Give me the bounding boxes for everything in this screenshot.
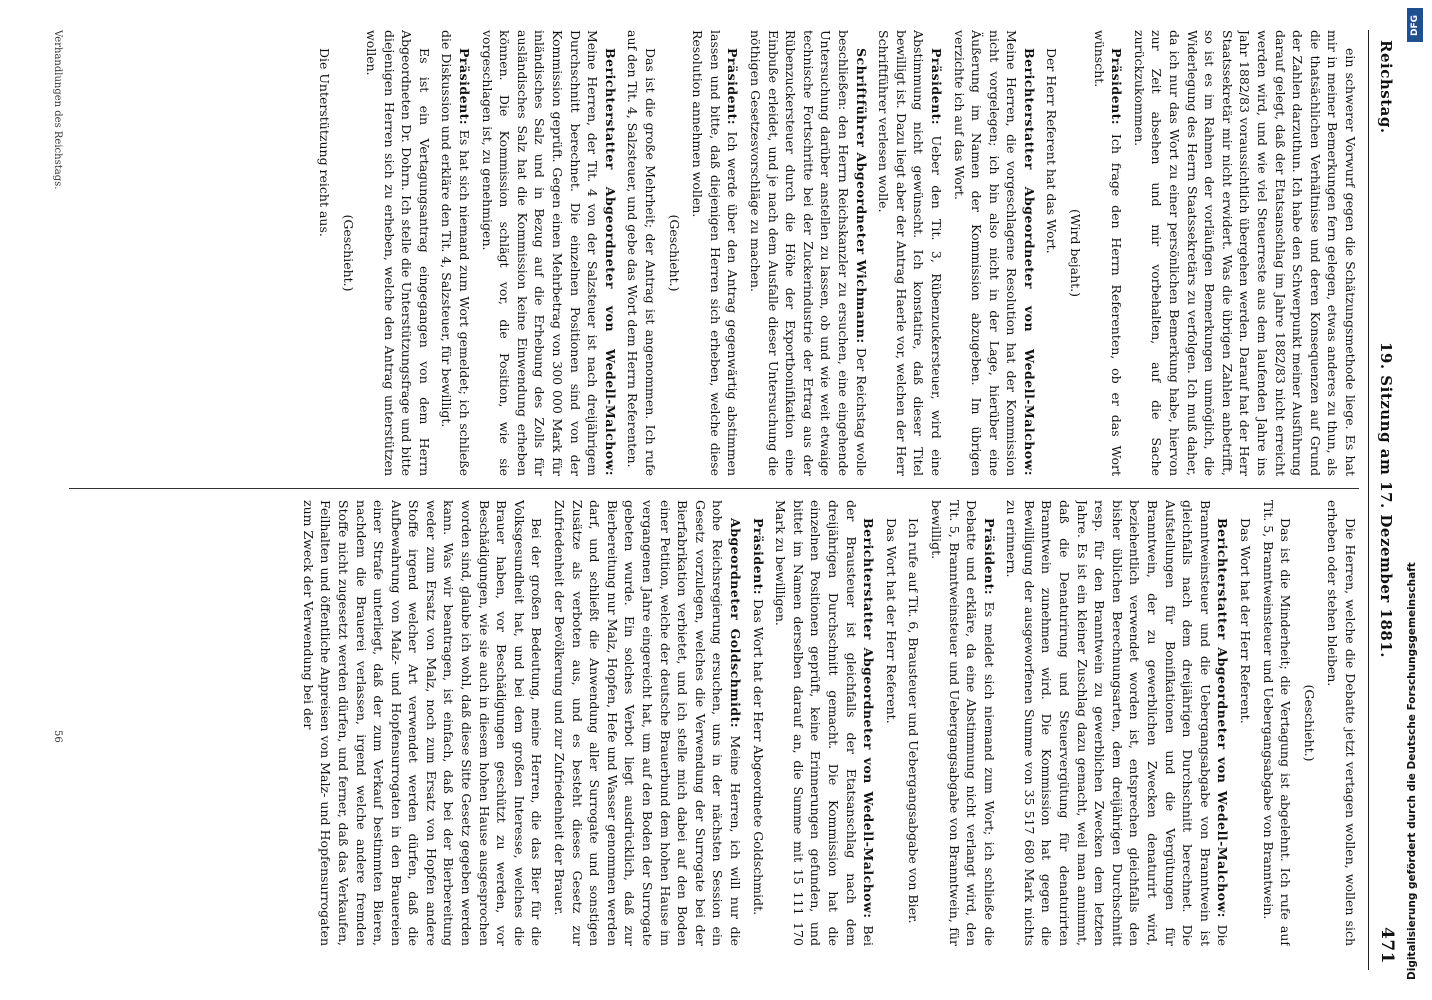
speech-paragraph — [772, 500, 878, 946]
speaker-name: Präsident: — [725, 48, 741, 126]
page-number: 471 — [1377, 927, 1397, 964]
left-footer: Verhandlungen des Reichstags. — [52, 30, 63, 190]
text-paragraph: Das Wort hat der Herr Referent. — [1238, 518, 1254, 724]
speech-text: Bei der Brausteuer ist gleichfalls der Etatsanschlag nach dem dreijährigen Durchschnitt gemacht. Die Kommission hat die einzelnen Positionen geprüft, keine Erinnerungen gefunden, und bittet im Namen derselben darauf an, die Summe mit 15 111 170 Mark zu bewilligen. — [773, 500, 877, 946]
text-paragraph: Der Herr Referent hat das Wort. — [1044, 48, 1060, 254]
text-paragraph: Ich rufe auf Tit. 6, Brausteuer und Uebergangsabgabe von Bier. — [906, 518, 922, 924]
right-column — [59, 500, 1359, 946]
speech-text: Es meldet sich niemand zum Wort; ich schließe die Debatte und erkläre, da eine Abstimmung nicht verlangt wird, den Tit. 5, Branntweinsteuer und Uebergangsabgabe von Branntwein, für bewilligt. — [928, 500, 997, 946]
left-column — [59, 30, 1359, 476]
text-paragraph: Es ist ein Vertagungsantrag eingegangen von dem Herrn Abgeordneten Dr. Dohrn. Ich stelle die Unterstützungsfrage und bitte diejenigen Herren sich zu erheben, welche den Antrag unterstützen wollen. — [364, 30, 432, 476]
speech-text: Der Reichstag wolle beschließen: den Herrn Reichskanzler zu ersuchen, eine eingehende Untersuchung darüber anstellen zu lassen, ob und wie weit etwaige technische Fortschritte bei der Zuckerindustrie der Ertrag aus der Rübenzuckersteuer durch die Höhe der Exportbonifikation eine Einbuße erleidet, und je nach dem Ausfalle dieser Untersuchung die nöthigen Gesetzesvorschläge zu machen. — [748, 30, 869, 476]
page-header — [1368, 30, 1403, 970]
text-paragraph: Bei der großen Bedeutung, meine Herren, die das Bier für die Volksgesundheit hat, und bei dem großen Interesse, welches die Brauer haben, vor Beschädigungen geschützt zu werden, vor Beschädigungen, wie sie auch in diesem hohen Hause ausgesprochen worden sind, glaube ich wohl, daß diese Sitte Gesetz gegeben werden kann. Was wir beantragen, ist einfach, daß bei der Bierbereitung weder zum Ersatz von Malz, noch zum Ersatz von Hopfen andere Stoffe irgend welcher Art verwendet werden dürfen, daß die Aufbewahrung von Malz- und Hopfensurrogaten in den Brauereien einer Strafe unterliegt, daß der zum Verkauf bestimmten Bieren, nachdem die Brauerei verlassen, irgend welche andere fremden Stoffe nicht zugesetzt werden dürfen, und ferner, daß das Verkaufen, Feilhalten und öffentliche Anpreisen von Malz- und Hopfensurrogaten zum Zweck der Verwendung bei der — [300, 500, 545, 946]
speaker-name: Präsident: — [1109, 48, 1125, 126]
speech-text: Ich werde über den Antrag gegenwärtig abstimmen lassen und bitte, daß diejenigen Herren sich erheben, welche diese Resolution annehmen wollen. — [690, 30, 741, 476]
text-paragraph: Das ist die große Mehrheit; der Antrag ist angenommen. Ich rufe auf den Tit. 4, Salzsteuer, und gebe das Wort dem Herrn Referenten. — [625, 30, 659, 476]
right-footer: 56 — [52, 730, 63, 743]
speech-text: Ueber den Tit. 3, Rübenzuckersteuer, wird eine Abstimmung nicht gewünscht. Ich konstatire, daß dieser Titel bewilligt ist. Dazu liegt aber der Antrag Haerle vor, welchen der Herr Schriftführer verlesen wolle. — [876, 30, 944, 476]
stage-direction: (Geschieht.) — [1301, 684, 1317, 762]
speech-text: Die Branntweinsteuer und die Uebergangsabgabe von Branntwein ist gleichfalls nach dem dreijährigen Durchschnitt berechnet. Die Aufstellungen für Bonifikationen und die Vergütungen für Branntwein, der zu gewerblichen Zwecken denaturirt wird, beziehentlich verwendet worden ist, entsprechen gleichfalls den bisher üblichen Berechnungsarten, dem dreijährigen Durchschnitt resp. für den Branntwein zu gewerblichen Zwecken dem letzten Jahre. Es ist ein kleiner Zuschlag dazu gemacht, weil man annimmt, daß die Denaturirung und Steuervergütung für denaturirten Branntwein zunehmen wird. Die Kommission hat gegen die Bewilligung der ausgeworfenen Summe von 35 517 680 Mark nichts zu erinnern. — [1004, 500, 1231, 946]
speaker-name: Berichterstatter Abgeordneter von Wedell-Malchow: — [1215, 518, 1231, 918]
speaker-name: Berichterstatter Abgeordneter von Wedell-Malchow: — [602, 48, 618, 476]
credit-text: Digitalisierung gefördert durch die Deutsche Forschungsgemeinschaft — [1406, 562, 1418, 980]
speech-text: Das Wort hat der Herr Abgeordnete Goldschmidt. — [750, 599, 766, 916]
stage-direction: (Wird bejaht.) — [1068, 208, 1084, 298]
speaker-name: Berichterstatter Abgeordneter von Wedell-Malchow: — [861, 518, 877, 919]
dfg-logo: DFG — [1407, 8, 1423, 42]
rotated-page-content — [33, 30, 1403, 970]
text-paragraph: Das Wort hat der Herr Referent. — [883, 518, 899, 724]
speech-paragraph — [438, 30, 473, 476]
speech-text: Meine Herren, ich will nur die hohe Reichsregierung ersuchen, uns in der nächsten Session ein Gesetz vorzulegen, welches die Verwendung der Surrogate bei der Bierfabrikation verbietet, und ich stelle mich dabei auf den Boden einer Petition, welche der deutsche Brauerbund dem hohen Hause im vergangenen Jahre eingereicht hat, um auf den Boden der Surrogate gebeten wurde. Ein solches Verbot liegt ausdrücklich, daß zur Bierbereitung nur Malz, Hopfen, Hefe und Wasser genommen werden darf, und schließt die Anwendung aller Surrogate und sonstigen Zusätze als verboten aus, und es besteht dieses Gesetz zur Zufriedenheit der Bevölkerung und zur Zufriedenheit der Brauer. — [552, 500, 743, 946]
digitization-credit — [1404, 0, 1426, 1000]
speech-paragraph — [875, 30, 945, 476]
speech-paragraph — [746, 30, 869, 476]
speaker-name: Präsident: — [981, 518, 997, 596]
speech-paragraph — [478, 30, 619, 476]
stage-direction: (Geschieht.) — [340, 214, 356, 292]
speech-paragraph — [550, 500, 744, 946]
speech-paragraph — [1003, 500, 1232, 946]
speaker-name: Abgeordneter Goldschmidt: — [728, 518, 743, 728]
speech-paragraph — [749, 500, 767, 946]
stage-direction: (Geschieht.) — [666, 214, 682, 292]
speaker-name: Berichterstatter Abgeordneter von Wedell-Malchow: — [1021, 48, 1037, 476]
text-paragraph: Die Unterstützung reicht aus. — [316, 48, 332, 237]
speaker-name: Präsident: — [928, 48, 944, 126]
speech-text: Es hat sich niemand zum Wort gemeldet; ich schließe die Diskussion und erkläre den Tit. 4, Salzsteuer, für bewilligt. — [439, 30, 473, 476]
speaker-name: Präsident: — [750, 518, 766, 596]
speech-text: Meine Herren, der Tit. 4 von der Salzsteuer ist nach dreijährigem Durchschnitt berechnet. Die einzelnen Positionen sind von der Kommission geprüft. Gegen einen Mehrbetrag von 300 000 Mark für inländisches Salz und in Bezug auf die Erhebung des Zolls für ausländisches Salz hat die Kommission keine Einwendung erheben können. Die Kommission schlägt vor, die Position, wie sie vorgeschlagen ist, zu genehmigen. — [479, 30, 601, 476]
speech-paragraph — [689, 30, 742, 476]
text-paragraph: Das ist die Minderheit; die Vertagung ist abgelehnt. Ich rufe auf Tit. 5, Branntweinsteuer und Uebergangsabgabe von Branntwein. — [1260, 500, 1294, 946]
text-paragraph: ein schwerer Vorwurf gegen die Schätzungsmethode liege. Es hat mir in meiner Bemerkungen fern gelegen, etwas anderes zu thun, als die thatsächlichen Verhältnisse und deren Konsequenzen auf Grund der Zahlen darzuthun. Ich habe den Schwerpunkt meiner Ausführung darauf gelegt, daß der Etatsanschlag im Jahre 1882/83 nicht erreicht werden wird, und wie viel Steuerreste aus dem laufenden Jahre ins Jahr 1882/83 voraussichtlich übergehen werden. Darauf hat der Herr Staatssekretär mir nicht erwidert. Was die übrigen Zahlen anbetrifft, so ist es im Rahmen der vorläufigen Bemerkungen unmöglich, die Widerlegung des Herrn Staatssekretärs zu verfolgen. Ich muß daher, da ich nur das Wort zu einer persönlichen Bemerkung habe, hiervon zur Zeit absehen und mir vorbehalten, auf die Sache zurückzukommen. — [1131, 30, 1358, 476]
column-divider — [69, 488, 1359, 489]
text-paragraph: Die Herren, welche die Debatte jetzt vertagen wollen, wollen sich erheben oder stehen bleiben. — [1325, 500, 1358, 946]
header-title: 19. Sitzung am 17. Dezember 1881. — [1377, 341, 1395, 659]
speaker-name: Präsident: — [457, 48, 473, 126]
speaker-name: Schriftführer Abgeordneter Wichmann: — [853, 48, 869, 344]
header-left: Reichstag. — [1377, 40, 1395, 134]
speech-text: Ich frage den Herrn Referenten, ob er das Wort wünscht. — [1091, 30, 1125, 476]
speech-paragraph — [927, 500, 997, 946]
speech-paragraph — [950, 30, 1038, 476]
speech-paragraph — [1090, 30, 1125, 476]
speech-text: Meine Herren, die vorgeschlagene Resolution hat der Kommission nicht vorgelegen; ich bin also nicht in der Lage, hierüber eine Äußerung im Namen der Kommission abzugeben. Im übrigen verzichte ich auf das Wort. — [951, 30, 1020, 476]
